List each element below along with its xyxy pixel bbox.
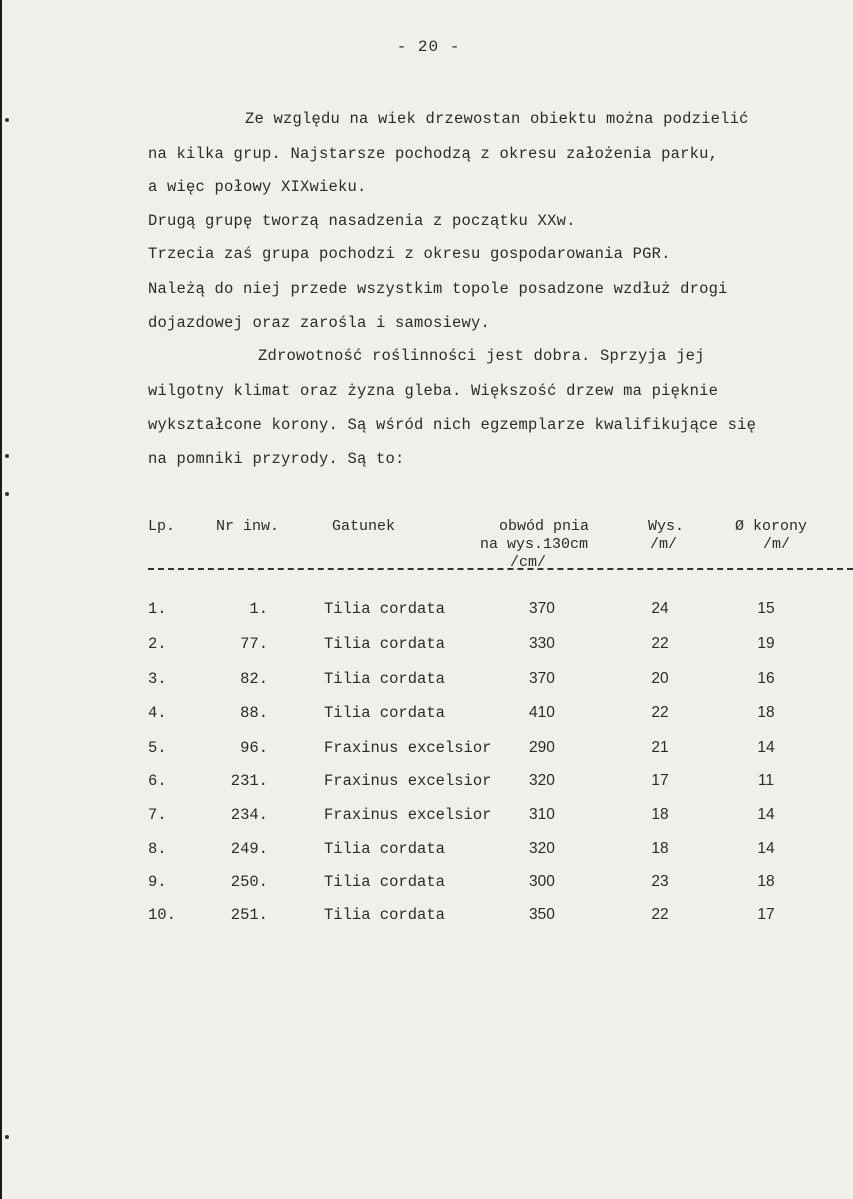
cell-nr: 77. bbox=[240, 635, 268, 653]
cell-korona: 11 bbox=[757, 772, 775, 789]
cell-obwod: 290 bbox=[529, 739, 555, 756]
paragraph-line: Zdrowotność roślinności jest dobra. Sprzyja jej bbox=[258, 347, 705, 365]
paragraph-line: Należą do niej przede wszystkim topole posadzone wzdłuż drogi bbox=[148, 280, 728, 298]
paragraph-line: a więc połowy XIXwieku. bbox=[148, 178, 367, 196]
header-korona-unit: /m/ bbox=[763, 536, 791, 553]
cell-korona: 14 bbox=[757, 806, 775, 823]
header-korona: Ø korony bbox=[735, 518, 808, 535]
cell-wys: 21 bbox=[651, 739, 669, 756]
cell-lp: 5. bbox=[148, 739, 167, 757]
header-obwod-line3: /cm/ bbox=[510, 554, 547, 571]
cell-lp: 8. bbox=[148, 840, 167, 858]
cell-obwod: 330 bbox=[529, 635, 555, 652]
cell-obwod: 300 bbox=[529, 873, 555, 890]
cell-gatunek: Tilia cordata bbox=[324, 873, 445, 891]
cell-nr: 88. bbox=[240, 704, 268, 722]
table-row bbox=[2, 635, 853, 657]
cell-lp: 4. bbox=[148, 704, 167, 722]
cell-obwod: 320 bbox=[529, 840, 555, 857]
cell-gatunek: Tilia cordata bbox=[324, 704, 445, 722]
cell-korona: 14 bbox=[757, 840, 775, 857]
paragraph-line: Ze względu na wiek drzewostan obiektu można podzielić bbox=[245, 110, 749, 128]
cell-gatunek: Tilia cordata bbox=[324, 906, 445, 924]
cell-gatunek: Tilia cordata bbox=[324, 840, 445, 858]
cell-nr: 231. bbox=[230, 772, 268, 790]
paragraph-line: Trzecia zaś grupa pochodzi z okresu gospodarowania PGR. bbox=[148, 245, 671, 263]
cell-korona: 18 bbox=[757, 873, 775, 890]
cell-nr: 1. bbox=[249, 600, 268, 618]
paragraph-line: wilgotny klimat oraz żyzna gleba. Większość drzew ma pięknie bbox=[148, 382, 719, 400]
paragraph-line: na kilka grup. Najstarsze pochodzą z okresu założenia parku, bbox=[148, 145, 719, 163]
paragraph-line: na pomniki przyrody. Są to: bbox=[148, 450, 405, 468]
cell-korona: 14 bbox=[757, 739, 775, 756]
cell-lp: 6. bbox=[148, 772, 167, 790]
cell-wys: 22 bbox=[651, 906, 669, 923]
table-row bbox=[2, 670, 853, 692]
table-row bbox=[2, 873, 853, 895]
cell-korona: 18 bbox=[757, 704, 775, 721]
cell-wys: 20 bbox=[651, 670, 669, 687]
cell-nr: 234. bbox=[230, 806, 268, 824]
paragraph-line: dojazdowej oraz zarośla i samosiewy. bbox=[148, 314, 491, 332]
cell-nr: 251. bbox=[230, 906, 268, 924]
cell-korona: 19 bbox=[757, 635, 775, 652]
cell-lp: 10. bbox=[148, 906, 176, 924]
cell-lp: 1. bbox=[148, 600, 167, 618]
header-obwod-line2: na wys.130cm bbox=[480, 536, 589, 553]
header-wys: Wys. bbox=[648, 518, 685, 535]
cell-gatunek: Fraxinus excelsior bbox=[324, 772, 492, 790]
cell-lp: 2. bbox=[148, 635, 167, 653]
cell-wys: 23 bbox=[651, 873, 669, 890]
header-nr: Nr inw. bbox=[216, 518, 280, 535]
header-lp: Lp. bbox=[148, 518, 176, 535]
cell-korona: 17 bbox=[757, 906, 775, 923]
cell-obwod: 310 bbox=[529, 806, 555, 823]
table-row bbox=[2, 906, 853, 928]
cell-gatunek: Tilia cordata bbox=[324, 600, 445, 618]
paragraph-line: wykształcone korony. Są wśród nich egzemplarze kwalifikujące się bbox=[148, 416, 757, 434]
cell-obwod: 350 bbox=[529, 906, 555, 923]
cell-wys: 24 bbox=[651, 600, 669, 617]
cell-korona: 16 bbox=[757, 670, 775, 687]
table-row bbox=[2, 840, 853, 862]
header-gatunek: Gatunek bbox=[332, 518, 396, 535]
cell-lp: 9. bbox=[148, 873, 167, 891]
table-row bbox=[2, 772, 853, 794]
cell-nr: 82. bbox=[240, 670, 268, 688]
cell-wys: 22 bbox=[651, 635, 669, 652]
table-row bbox=[2, 739, 853, 761]
paragraph-line: Drugą grupę tworzą nasadzenia z początku XXw. bbox=[148, 212, 576, 230]
cell-obwod: 370 bbox=[529, 600, 555, 617]
table-row bbox=[2, 600, 853, 622]
cell-gatunek: Fraxinus excelsior bbox=[324, 806, 492, 824]
header-wys-unit: /m/ bbox=[650, 536, 678, 553]
cell-lp: 3. bbox=[148, 670, 167, 688]
cell-gatunek: Fraxinus excelsior bbox=[324, 739, 492, 757]
header-obwod-line1: obwód pnia bbox=[499, 518, 590, 535]
margin-mark bbox=[5, 118, 9, 122]
cell-obwod: 410 bbox=[529, 704, 555, 721]
cell-wys: 17 bbox=[651, 772, 669, 789]
table-divider bbox=[148, 568, 853, 570]
table-row bbox=[2, 704, 853, 726]
cell-obwod: 320 bbox=[529, 772, 555, 789]
cell-obwod: 370 bbox=[529, 670, 555, 687]
cell-korona: 15 bbox=[757, 600, 775, 617]
page-number: - 20 - bbox=[396, 38, 461, 56]
cell-nr: 96. bbox=[240, 739, 268, 757]
cell-nr: 250. bbox=[230, 873, 268, 891]
margin-mark bbox=[5, 454, 9, 458]
cell-gatunek: Tilia cordata bbox=[324, 670, 445, 688]
cell-wys: 18 bbox=[651, 840, 669, 857]
cell-gatunek: Tilia cordata bbox=[324, 635, 445, 653]
cell-lp: 7. bbox=[148, 806, 167, 824]
margin-mark bbox=[5, 492, 9, 496]
margin-mark bbox=[5, 1135, 9, 1139]
cell-wys: 22 bbox=[651, 704, 669, 721]
cell-nr: 249. bbox=[230, 840, 268, 858]
table-row bbox=[2, 806, 853, 828]
cell-wys: 18 bbox=[651, 806, 669, 823]
